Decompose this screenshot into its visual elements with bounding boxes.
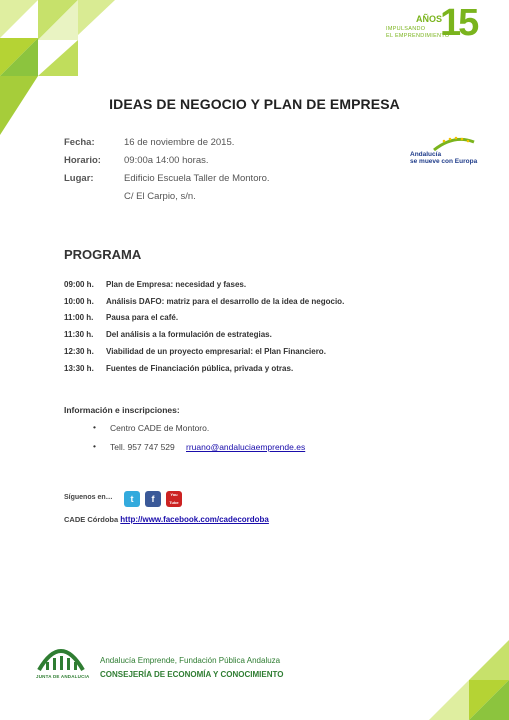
eu-logo-line1: Andalucía [410,151,442,158]
program-item: Pausa para el café. [106,313,179,322]
facebook-link[interactable]: http://www.facebook.com/cadecordoba [120,515,269,524]
facebook-icon[interactable]: f [145,491,161,507]
info-title: Información e inscripciones: [64,405,180,415]
program-time: 12:30 h. [64,347,94,356]
schedule-label: Horario: [64,155,101,166]
logo-15: 15 [440,2,477,44]
follow-label: Síguenos en… [64,494,113,501]
program-time: 13:30 h. [64,364,94,373]
date-label: Fecha: [64,137,95,148]
info-phone: Tell. 957 747 529 [110,442,175,452]
footer-line2: CONSEJERÍA DE ECONOMÍA Y CONOCIMIENTO [100,670,284,679]
decorative-triangles-bottom-right [429,640,509,720]
program-time: 11:30 h. [64,330,94,339]
logo-tagline-2: EL EMPRENDIMIENTO [386,33,450,39]
twitter-icon[interactable]: t [124,491,140,507]
cade-label-text: CADE Córdoba [64,515,119,524]
location-label: Lugar: [64,173,94,184]
program-item: Viabilidad de un proyecto empresarial: el Plan Financiero. [106,347,326,356]
location-value: Edificio Escuela Taller de Montoro. [124,173,270,184]
program-time: 09:00 h. [64,280,94,289]
program-item: Fuentes de Financiación pública, privada y otras. [106,364,294,373]
program-item: Plan de Empresa: necesidad y fases. [106,280,247,289]
junta-andalucia-logo-icon [36,640,86,674]
address-value: C/ El Carpio, s/n. [124,191,196,202]
anos-label: AÑOS [416,14,443,24]
eu-logo-line2: se mueve con Europa [410,158,478,165]
program-time: 11:00 h. [64,313,94,322]
schedule-value: 09:00a 14:00 horas. [124,155,209,166]
logo-tagline-1: IMPULSANDO [386,26,426,32]
cade-label [64,515,269,524]
program-time: 10:00 h. [64,297,94,306]
footer-line1: Andalucía Emprende, Fundación Pública Andaluza [100,656,281,665]
programa-title: PROGRAMA [64,247,142,262]
info-center: Centro CADE de Montoro. [110,423,210,433]
date-value: 16 de noviembre de 2015. [124,137,235,148]
youtube-icon[interactable]: You Tube [166,491,182,507]
program-item: Análisis DAFO: matriz para el desarrollo de la idea de negocio. [106,297,345,306]
junta-text: JUNTA DE ANDALUCIA [36,674,90,679]
bullet-icon: • [93,441,96,451]
program-item: Del análisis a la formulación de estrategias. [106,330,272,339]
decorative-triangles-top-left [0,0,120,140]
bullet-icon: • [93,422,96,432]
page-title: IDEAS DE NEGOCIO Y PLAN DE EMPRESA [109,96,400,112]
email-link[interactable]: rruano@andaluciaemprende.es [186,442,306,452]
